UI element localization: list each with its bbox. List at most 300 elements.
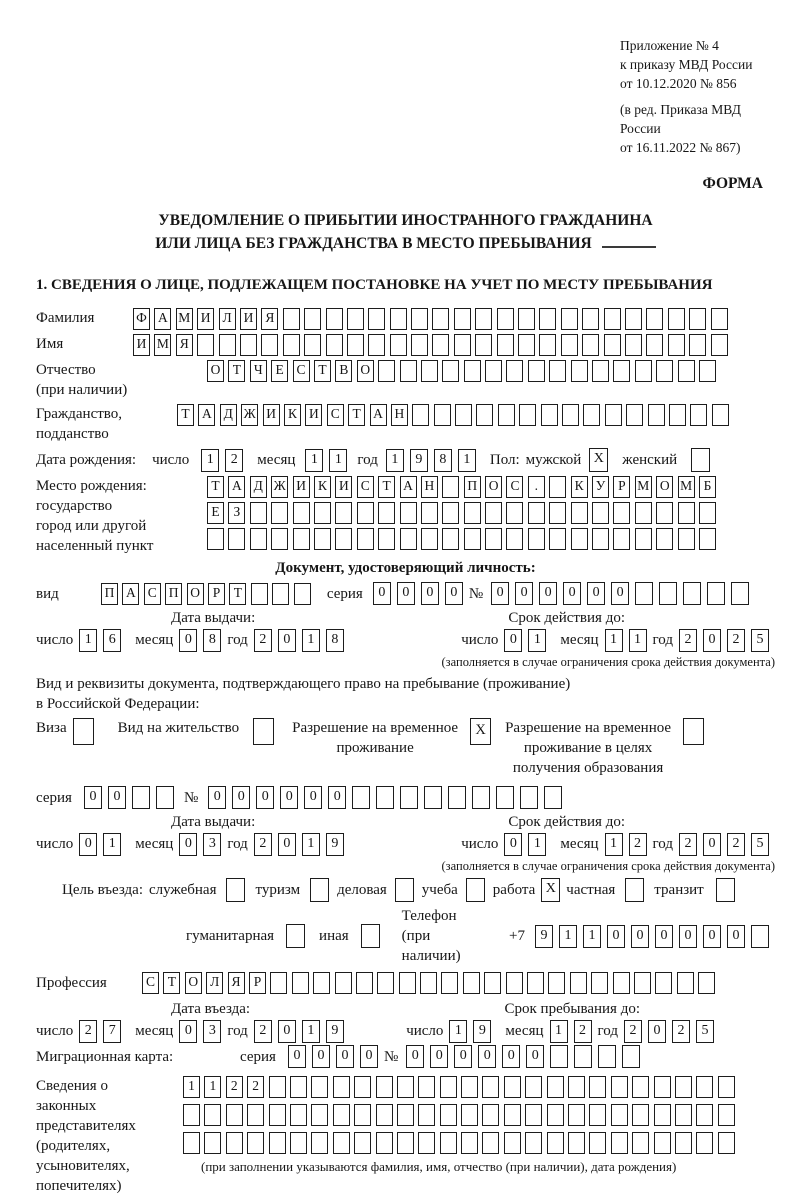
char-box: 0: [179, 629, 197, 652]
char-box: [183, 1132, 200, 1154]
char-box: 5: [751, 629, 769, 652]
char-box: З: [228, 502, 245, 524]
char-box: И: [240, 308, 257, 330]
doc-series-boxes: [373, 582, 469, 605]
char-box: [400, 360, 417, 382]
char-box: [354, 1132, 371, 1154]
char-box: [304, 334, 321, 356]
char-box: [482, 1076, 499, 1098]
char-box: [250, 502, 267, 524]
purpose-official-label: служебная: [148, 882, 217, 898]
identity-dates-headings: [36, 609, 775, 627]
char-box: Р: [249, 972, 266, 994]
char-box: [632, 1132, 649, 1154]
char-box: [699, 502, 716, 524]
profession-row: [36, 972, 775, 994]
char-box: [448, 786, 466, 809]
char-box: 0: [208, 786, 226, 809]
entry-date: [36, 1020, 350, 1043]
char-box: [635, 582, 653, 605]
char-box: [634, 972, 651, 994]
char-box: 0: [406, 1045, 424, 1068]
char-box: [571, 502, 588, 524]
char-box: [696, 1104, 713, 1126]
char-box: Т: [378, 476, 395, 498]
char-box: [352, 786, 370, 809]
char-box: 1: [201, 449, 219, 472]
char-box: [568, 1104, 585, 1126]
char-box: О: [357, 360, 374, 382]
char-box: 0: [328, 786, 346, 809]
char-box: [400, 528, 417, 550]
char-box: [520, 786, 538, 809]
char-box: 0: [79, 833, 97, 856]
char-box: 8: [326, 629, 344, 652]
char-box: [251, 583, 268, 605]
edu-residence-label-line1: Разрешение на временное: [505, 720, 672, 736]
char-box: А: [198, 404, 215, 426]
patronymic-label-line2: (при наличии): [36, 382, 128, 398]
char-box: Ч: [250, 360, 267, 382]
char-box: [418, 1076, 435, 1098]
char-box: [226, 1132, 243, 1154]
char-box: 0: [631, 925, 649, 948]
stay-month-boxes: [550, 1020, 598, 1043]
char-box: [568, 1132, 585, 1154]
char-box: 0: [397, 582, 415, 605]
char-box: 2: [226, 1076, 243, 1098]
char-box: П: [165, 583, 182, 605]
char-box: Я: [176, 334, 193, 356]
char-box: Б: [699, 476, 716, 498]
char-box: [441, 972, 458, 994]
surname-boxes: [133, 308, 732, 330]
birth-year-boxes: [386, 449, 482, 472]
identity-issue-date: [36, 629, 350, 652]
entry-dates-headings: [36, 1000, 775, 1018]
char-box: [454, 308, 471, 330]
char-box: [549, 528, 566, 550]
char-box: [718, 1076, 735, 1098]
char-box: 0: [648, 1020, 666, 1043]
char-box: 0: [703, 833, 721, 856]
char-box: [496, 786, 514, 809]
char-box: [326, 308, 343, 330]
issue-date-heading: Дата выдачи:: [171, 814, 256, 830]
char-box: 8: [434, 449, 452, 472]
birth-place-row2: [207, 502, 720, 524]
appendix-line: Приложение № 4: [620, 38, 719, 53]
char-box: И: [305, 404, 322, 426]
char-box: [548, 972, 565, 994]
char-box: [528, 502, 545, 524]
temp-residence-label-line1: Разрешение на временное: [292, 720, 459, 736]
char-box: 0: [727, 925, 745, 948]
char-box: Т: [314, 360, 331, 382]
revision-line: от 16.11.2022 № 867): [620, 140, 741, 155]
char-box: А: [228, 476, 245, 498]
char-box: О: [185, 972, 202, 994]
birth-day-boxes: [201, 449, 249, 472]
char-box: [399, 972, 416, 994]
char-box: [335, 972, 352, 994]
char-box: П: [101, 583, 118, 605]
char-box: [589, 1104, 606, 1126]
char-box: Т: [348, 404, 365, 426]
char-box: [659, 582, 677, 605]
char-box: [712, 404, 729, 426]
purpose-work-checkbox: [541, 878, 560, 902]
day-label: число: [36, 632, 74, 648]
char-box: [696, 1076, 713, 1098]
purpose-private-checkbox: [625, 878, 644, 902]
purpose-transit-label: транзит: [654, 882, 704, 898]
char-box: Т: [207, 476, 224, 498]
char-box: [461, 1132, 478, 1154]
char-box: 0: [360, 1045, 378, 1068]
day-label: число: [152, 452, 190, 468]
char-box: 0: [491, 582, 509, 605]
checkbox: X: [541, 878, 560, 902]
char-box: [204, 1132, 221, 1154]
char-box: 1: [79, 629, 97, 652]
char-box: [613, 972, 630, 994]
char-box: [333, 1132, 350, 1154]
migration-series-boxes: [288, 1045, 384, 1068]
char-box: [626, 404, 643, 426]
char-box: 1: [605, 629, 623, 652]
char-box: С: [142, 972, 159, 994]
issue-day-boxes: [79, 833, 127, 856]
char-box: 0: [256, 786, 274, 809]
char-box: [183, 1104, 200, 1126]
char-box: [632, 1104, 649, 1126]
char-box: 0: [304, 786, 322, 809]
char-box: С: [327, 404, 344, 426]
checkbox: [395, 878, 414, 902]
representatives-label-line2: законных: [36, 1098, 97, 1114]
char-box: 0: [373, 582, 391, 605]
temp-residence-checkbox: [470, 718, 491, 745]
visit-purpose-row1: [62, 878, 775, 902]
char-box: [605, 404, 622, 426]
stay-day-boxes: [449, 1020, 497, 1043]
char-box: 9: [326, 1020, 344, 1043]
char-box: 1: [386, 449, 404, 472]
char-box: [504, 1132, 521, 1154]
expiry-note: (заполняется в случае ограничения срока действия документа): [441, 859, 775, 873]
residence-permit-checkbox: [253, 718, 274, 745]
citizenship-label-line2: подданство: [36, 426, 109, 442]
char-box: [527, 972, 544, 994]
temp-residence-label: [292, 718, 458, 758]
purpose-tourism-checkbox: [310, 878, 329, 902]
char-box: [376, 786, 394, 809]
char-box: 1: [458, 449, 476, 472]
residence-permit-label: Вид на жительство: [117, 720, 240, 736]
char-box: [347, 308, 364, 330]
char-box: [378, 528, 395, 550]
char-box: А: [370, 404, 387, 426]
residence-issue-date: [36, 833, 350, 856]
birth-place-label-line2: государство: [36, 498, 113, 514]
char-box: О: [187, 583, 204, 605]
expiry-day-boxes: [504, 833, 552, 856]
char-box: 7: [103, 1020, 121, 1043]
birth-date-label: Дата рождения:: [36, 452, 137, 468]
residence-series-label: серия: [36, 789, 72, 806]
sex-male-label: мужской: [525, 452, 582, 468]
char-box: Я: [261, 308, 278, 330]
char-box: [226, 1104, 243, 1126]
char-box: [696, 1132, 713, 1154]
char-box: [397, 1104, 414, 1126]
char-box: [549, 476, 566, 498]
char-box: [635, 502, 652, 524]
char-box: [562, 404, 579, 426]
char-box: [547, 1104, 564, 1126]
char-box: [506, 360, 523, 382]
char-box: 1: [302, 1020, 320, 1043]
visit-purpose-row2: [186, 906, 775, 966]
char-box: [525, 1104, 542, 1126]
char-box: 0: [478, 1045, 496, 1068]
stay-year-boxes: [624, 1020, 720, 1043]
char-box: И: [197, 308, 214, 330]
char-box: С: [357, 476, 374, 498]
char-box: 0: [421, 582, 439, 605]
char-box: [549, 360, 566, 382]
char-box: [574, 1045, 592, 1068]
char-box: [656, 528, 673, 550]
char-box: [357, 502, 374, 524]
char-box: Ж: [271, 476, 288, 498]
char-box: [568, 1076, 585, 1098]
char-box: [482, 1104, 499, 1126]
char-box: [678, 360, 695, 382]
appendix-line: к приказу МВД России: [620, 57, 753, 72]
char-box: 1: [528, 833, 546, 856]
citizenship-row: [36, 404, 775, 444]
char-box: [655, 972, 672, 994]
year-label: год: [597, 1023, 618, 1039]
char-box: [207, 528, 224, 550]
char-box: [314, 528, 331, 550]
char-box: [390, 334, 407, 356]
char-box: Т: [229, 583, 246, 605]
representatives-label: [36, 1076, 183, 1196]
char-box: [335, 528, 352, 550]
char-box: Н: [421, 476, 438, 498]
char-box: [592, 360, 609, 382]
char-box: [304, 308, 321, 330]
char-box: [547, 1076, 564, 1098]
edu-residence-label-line3: получения образования: [512, 760, 664, 776]
edu-residence-checkbox: [683, 718, 704, 745]
char-box: С: [293, 360, 310, 382]
identity-expiry-date: [461, 629, 775, 652]
char-box: [400, 786, 418, 809]
char-box: 0: [502, 1045, 520, 1068]
entry-dates-row: [36, 1020, 775, 1043]
char-box: [632, 1076, 649, 1098]
char-box: [518, 334, 535, 356]
char-box: 0: [563, 582, 581, 605]
char-box: [611, 1076, 628, 1098]
checkbox: X: [470, 718, 491, 745]
char-box: 2: [727, 833, 745, 856]
char-box: Е: [271, 360, 288, 382]
char-box: [654, 1076, 671, 1098]
char-box: [271, 528, 288, 550]
birth-place-label-line1: Место рождения:: [36, 478, 147, 494]
day-label: число: [406, 1023, 444, 1039]
entry-month-boxes: [179, 1020, 227, 1043]
char-box: [335, 502, 352, 524]
expiry-month-boxes: [605, 833, 653, 856]
char-box: [654, 1132, 671, 1154]
representatives-row1: [183, 1076, 739, 1098]
month-label: месяц: [505, 1023, 544, 1039]
char-box: [290, 1132, 307, 1154]
char-box: [270, 972, 287, 994]
year-label: год: [652, 632, 673, 648]
char-box: 1: [302, 629, 320, 652]
char-box: 9: [410, 449, 428, 472]
char-box: 2: [79, 1020, 97, 1043]
char-box: 9: [473, 1020, 491, 1043]
checkbox: [310, 878, 329, 902]
char-box: [333, 1104, 350, 1126]
checkbox: [286, 924, 305, 948]
char-box: [571, 360, 588, 382]
char-box: [397, 1132, 414, 1154]
char-box: [326, 334, 343, 356]
char-box: 2: [629, 833, 647, 856]
birth-place-label: [36, 476, 207, 556]
year-label: год: [357, 452, 378, 468]
char-box: [541, 404, 558, 426]
char-box: О: [485, 476, 502, 498]
representatives-label-line6: попечителях): [36, 1178, 122, 1194]
residence-expiry-date: [461, 833, 775, 856]
char-box: [390, 308, 407, 330]
char-box: [424, 786, 442, 809]
char-box: [464, 360, 481, 382]
migration-number-label: №: [383, 1048, 399, 1065]
given-name-boxes: [133, 334, 732, 356]
char-box: 3: [203, 833, 221, 856]
char-box: [313, 972, 330, 994]
char-box: 1: [305, 449, 323, 472]
purpose-official-checkbox: [226, 878, 245, 902]
char-box: 0: [703, 925, 721, 948]
char-box: [294, 583, 311, 605]
char-box: 0: [108, 786, 126, 809]
doc-number-boxes: [491, 582, 755, 605]
char-box: 0: [611, 582, 629, 605]
char-box: Ж: [241, 404, 258, 426]
char-box: 0: [587, 582, 605, 605]
char-box: М: [154, 334, 171, 356]
char-box: [292, 972, 309, 994]
blank-underline: [602, 233, 656, 248]
char-box: [418, 1132, 435, 1154]
char-box: А: [122, 583, 139, 605]
char-box: [442, 476, 459, 498]
migration-number-boxes: [406, 1045, 646, 1068]
char-box: [247, 1132, 264, 1154]
char-box: [411, 334, 428, 356]
char-box: Л: [219, 308, 236, 330]
char-box: [689, 334, 706, 356]
year-label: год: [227, 1023, 248, 1039]
checkbox: [361, 924, 380, 948]
char-box: [440, 1076, 457, 1098]
char-box: П: [464, 476, 481, 498]
form-title: [36, 209, 775, 255]
month-label: месяц: [560, 632, 599, 648]
year-label: год: [227, 632, 248, 648]
representatives-row2: [183, 1104, 739, 1126]
appendix-reference: [620, 36, 775, 157]
char-box: [432, 334, 449, 356]
char-box: [589, 1132, 606, 1154]
char-box: [690, 404, 707, 426]
char-box: [571, 528, 588, 550]
residence-doc-heading2: в Российской Федерации:: [36, 696, 200, 712]
char-box: 1: [605, 833, 623, 856]
residence-dates-headings: [36, 813, 775, 831]
char-box: И: [263, 404, 280, 426]
identity-doc-row: [36, 582, 775, 605]
char-box: [613, 502, 630, 524]
char-box: 1: [302, 833, 320, 856]
char-box: 2: [574, 1020, 592, 1043]
char-box: 1: [103, 833, 121, 856]
char-box: 0: [454, 1045, 472, 1068]
char-box: 0: [430, 1045, 448, 1068]
char-box: [544, 786, 562, 809]
char-box: [442, 502, 459, 524]
char-box: 0: [84, 786, 102, 809]
issue-year-boxes: [254, 629, 350, 652]
char-box: [646, 334, 663, 356]
char-box: .: [528, 476, 545, 498]
citizenship-label-line1: Гражданство,: [36, 406, 123, 422]
char-box: К: [314, 476, 331, 498]
char-box: [356, 972, 373, 994]
char-box: [656, 360, 673, 382]
sex-label: Пол:: [489, 452, 520, 468]
char-box: [528, 528, 545, 550]
char-box: 0: [278, 1020, 296, 1043]
char-box: Н: [391, 404, 408, 426]
expiry-date-heading: Срок действия до:: [508, 814, 625, 830]
char-box: Я: [228, 972, 245, 994]
char-box: [482, 1132, 499, 1154]
doc-type-boxes: [101, 583, 315, 605]
edu-residence-label: [505, 718, 671, 778]
char-box: [582, 334, 599, 356]
char-box: 0: [504, 833, 522, 856]
char-box: [420, 972, 437, 994]
char-box: [434, 404, 451, 426]
month-label: месяц: [135, 1023, 174, 1039]
char-box: [648, 404, 665, 426]
char-box: 8: [203, 629, 221, 652]
char-box: [689, 308, 706, 330]
